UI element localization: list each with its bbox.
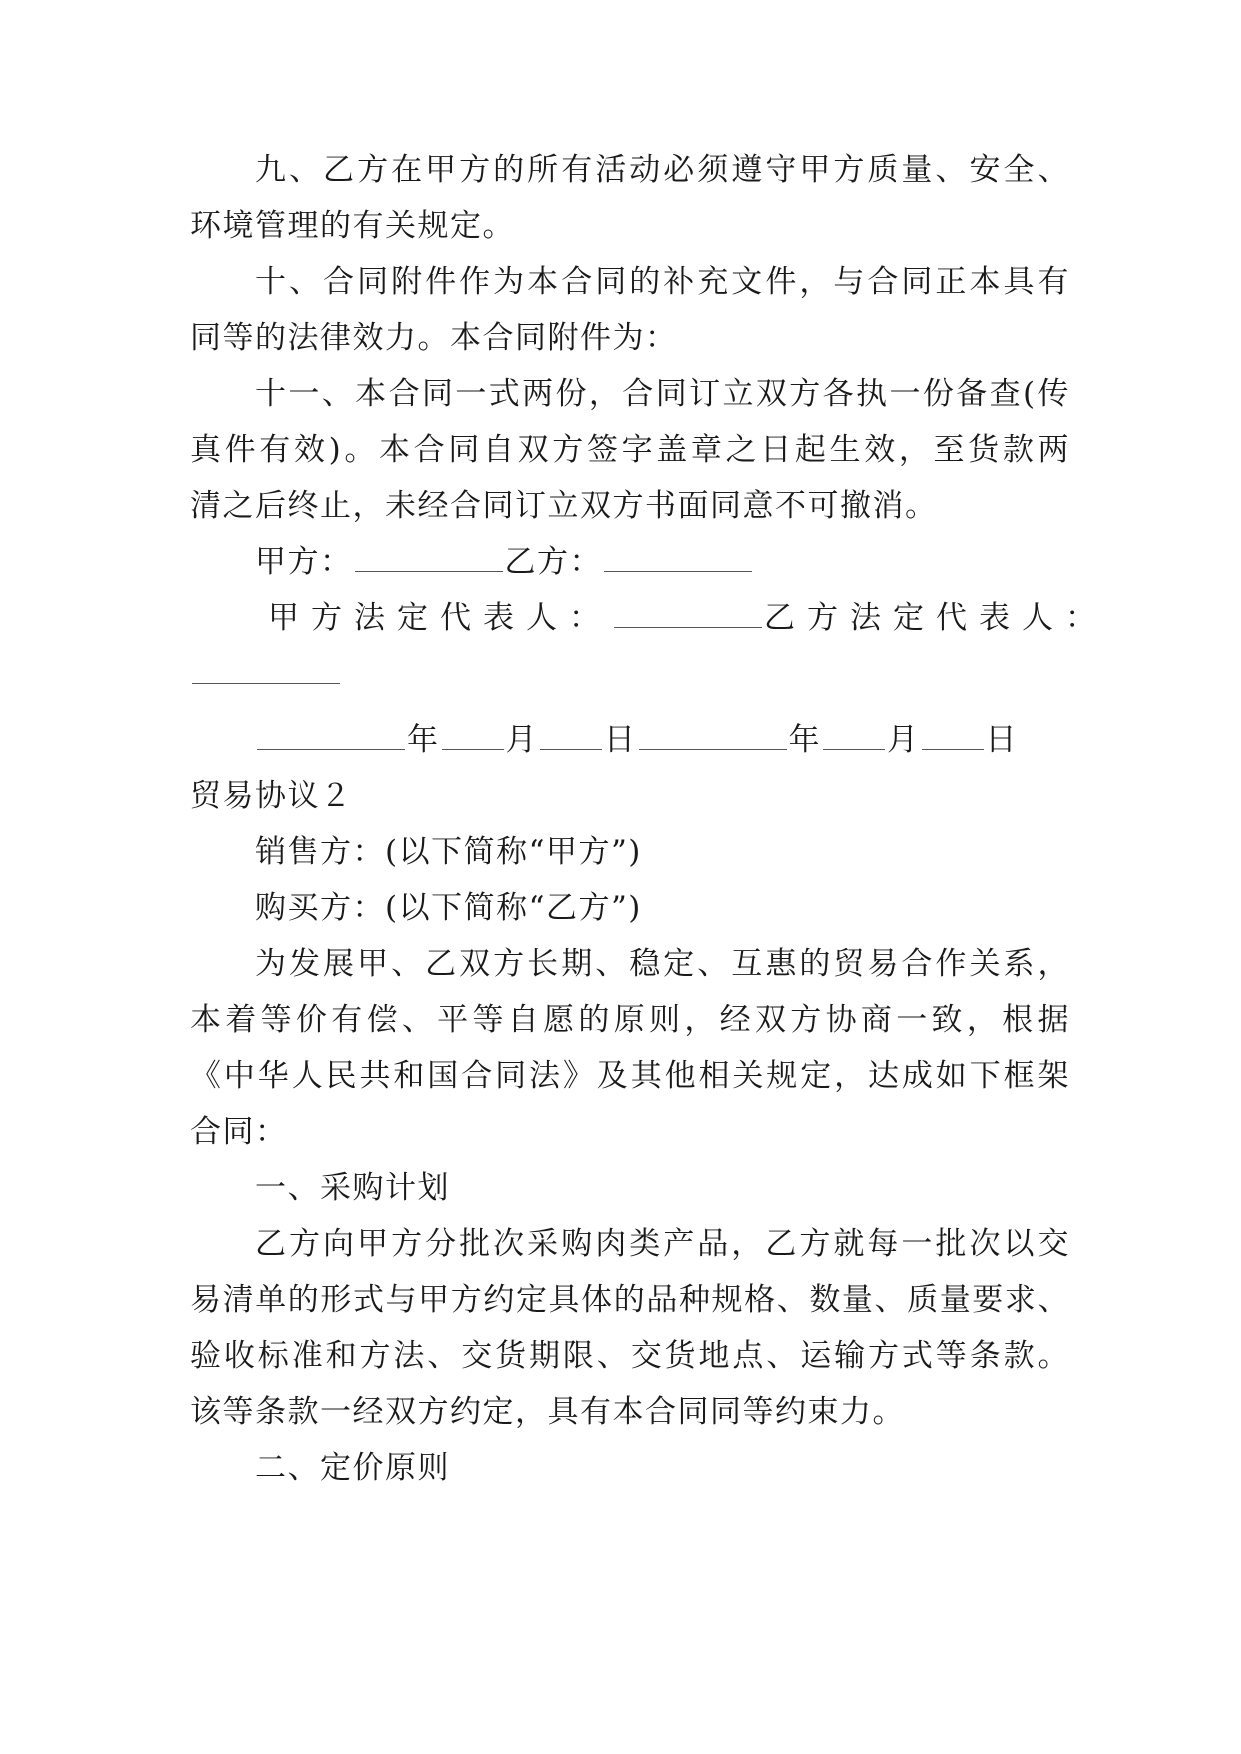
party-b-blank [604, 570, 752, 572]
rep-b-label: 乙方法定代表人： [764, 600, 1108, 636]
paragraph-line: 真件有效)。本合同自双方签字盖章之日起生效，至货款两 [190, 432, 1070, 468]
month-b-blank [823, 748, 885, 750]
month-a-label: 月 [505, 722, 538, 758]
paragraph-line: 《中华人民共和国合同法》及其他相关规定，达成如下框架 [190, 1058, 1070, 1094]
year-b-blank [639, 748, 787, 750]
rep-b-blank [192, 682, 340, 684]
paragraph-line: 十一、本合同一式两份，合同订立双方各执一份备查(传 [255, 376, 1070, 412]
rep-b-blank-line [190, 644, 1070, 704]
signature-parties-line [255, 532, 1070, 592]
representatives-line [268, 588, 1108, 648]
seller-line: 销售方：(以下简称“甲方”) [255, 834, 642, 870]
rep-a-blank [614, 626, 762, 628]
month-b-label: 月 [887, 722, 920, 758]
day-b-label: 日 [985, 722, 1018, 758]
year-a-blank [257, 748, 405, 750]
day-a-blank [540, 748, 602, 750]
paragraph-line: 合同： [190, 1114, 288, 1150]
paragraph-line: 本着等价有偿、平等自愿的原则，经双方协商一致，根据 [190, 1002, 1070, 1038]
paragraph-line: 十、合同附件作为本合同的补充文件，与合同正本具有 [255, 264, 1070, 300]
date-line [255, 710, 1070, 770]
year-a-label: 年 [407, 722, 440, 758]
party-a-label: 甲方： [255, 544, 353, 580]
clause-heading: 一、采购计划 [255, 1170, 450, 1206]
clause-heading: 二、定价原则 [255, 1450, 450, 1486]
section-title: 贸易协议２ [190, 778, 353, 814]
paragraph-line: 乙方向甲方分批次采购肉类产品，乙方就每一批次以交 [255, 1226, 1070, 1262]
paragraph-line: 环境管理的有关规定。 [190, 208, 515, 244]
day-b-blank [922, 748, 984, 750]
party-b-label: 乙方： [504, 544, 602, 580]
party-a-blank [355, 570, 503, 572]
paragraph-line: 同等的法律效力。本合同附件为： [190, 320, 678, 356]
month-a-blank [442, 748, 504, 750]
paragraph-line: 为发展甲、乙双方长期、稳定、互惠的贸易合作关系， [255, 946, 1070, 982]
paragraph-line: 易清单的形式与甲方约定具体的品种规格、数量、质量要求、 [190, 1282, 1070, 1318]
buyer-line: 购买方：(以下简称“乙方”) [255, 890, 642, 926]
paragraph-line: 清之后终止，未经合同订立双方书面同意不可撤消。 [190, 488, 938, 524]
paragraph-line: 九、乙方在甲方的所有活动必须遵守甲方质量、安全、 [255, 152, 1070, 188]
rep-a-label: 甲方法定代表人： [268, 600, 612, 636]
paragraph-line: 该等条款一经双方约定，具有本合同同等约束力。 [190, 1394, 905, 1430]
day-a-label: 日 [604, 722, 637, 758]
paragraph-line: 验收标准和方法、交货期限、交货地点、运输方式等条款。 [190, 1338, 1070, 1374]
year-b-label: 年 [788, 722, 821, 758]
